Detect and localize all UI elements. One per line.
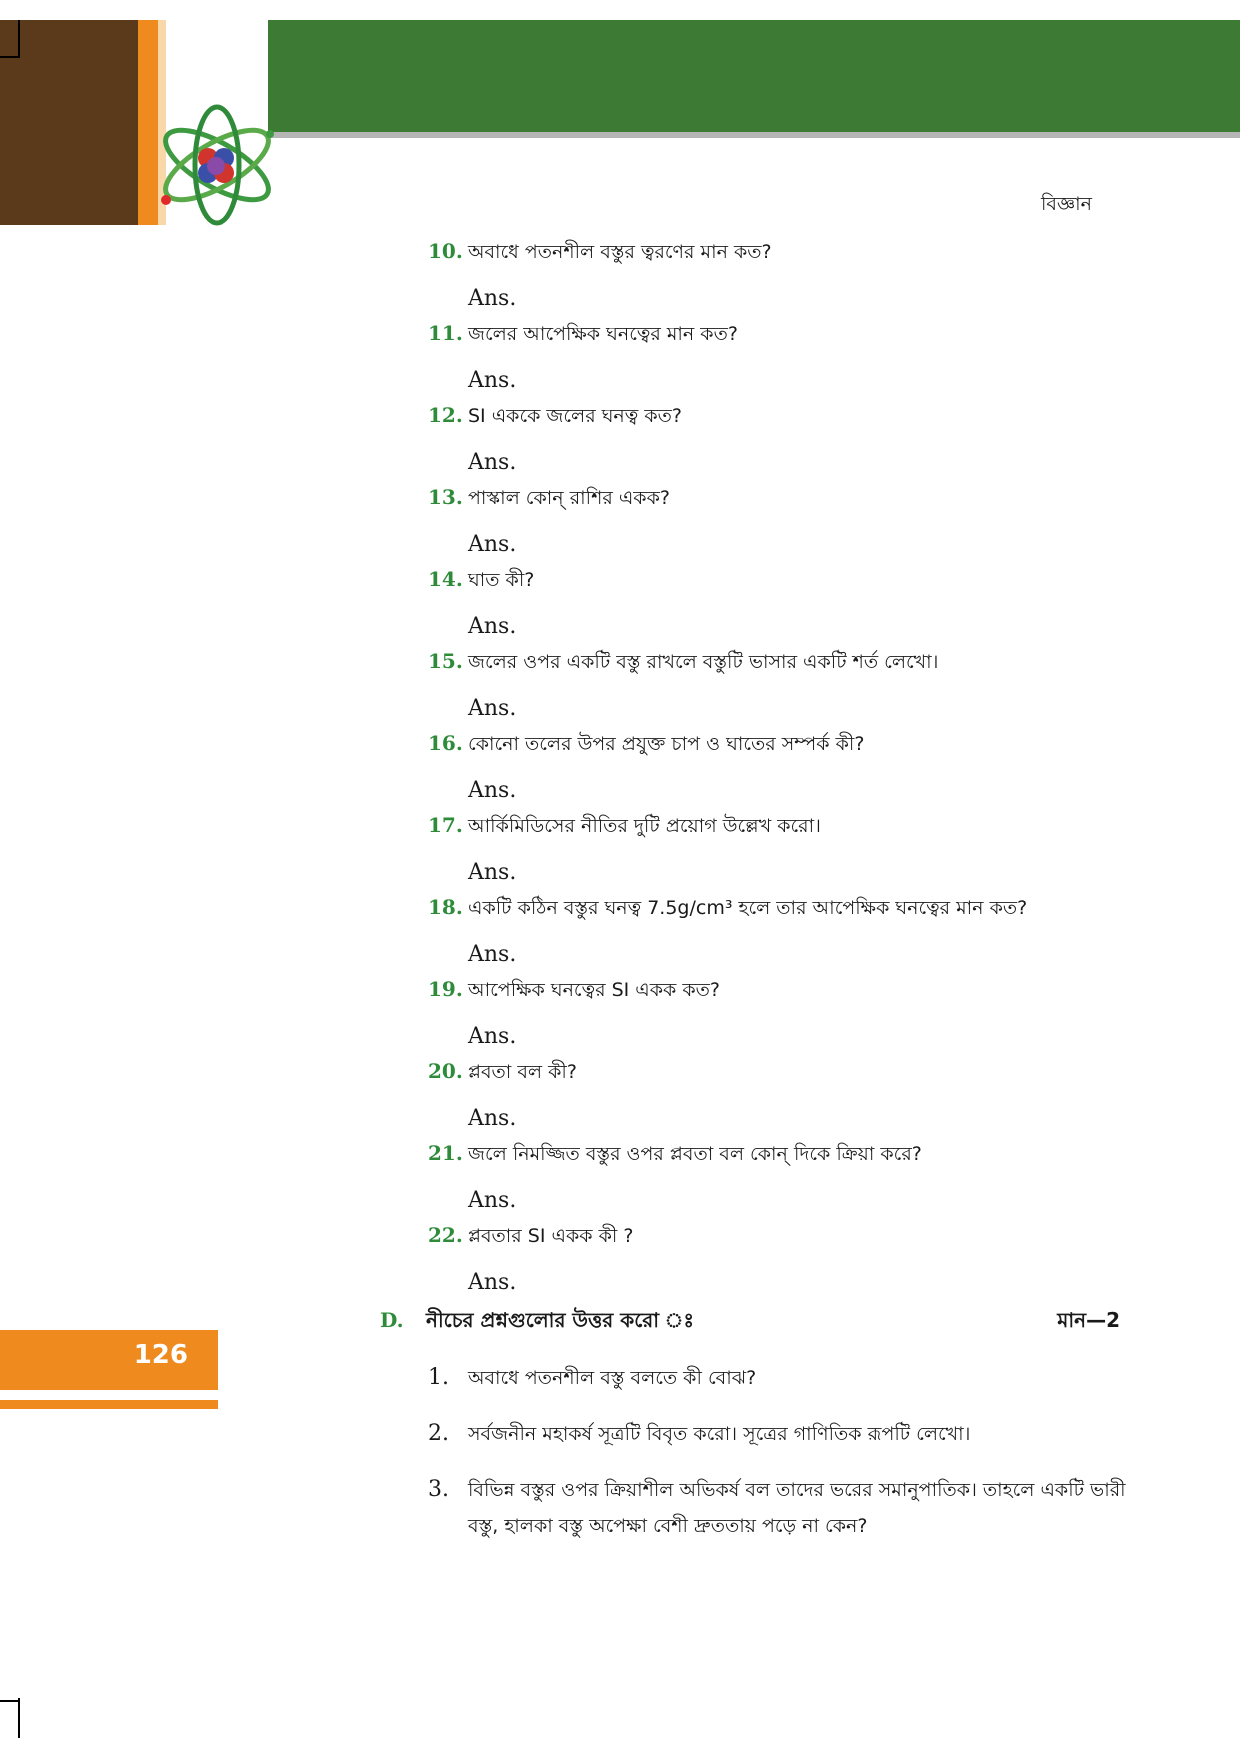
answer-label: Ans.: [468, 532, 517, 557]
answer-label: Ans.: [468, 1024, 517, 1049]
question-item: [428, 1140, 1128, 1222]
question-number: 20.: [428, 1059, 463, 1083]
question-item: [428, 730, 1128, 812]
question-number: 10.: [428, 239, 463, 263]
question-item: [428, 484, 1128, 566]
question-number: 13.: [428, 485, 463, 509]
item-number: 2.: [428, 1421, 449, 1446]
answer-label: Ans.: [468, 1188, 517, 1213]
question-text: কোনো তলের উপর প্রযুক্ত চাপ ও ঘাতের সম্পর্ক কী?: [468, 733, 865, 755]
crop-mark-bottom-left-h: [0, 1700, 18, 1702]
atom-icon: [152, 100, 282, 230]
answer-label: Ans.: [468, 1270, 517, 1295]
question-item: [428, 812, 1128, 894]
item-text: বিভিন্ন বস্তুর ওপর ক্রিয়াশীল অভিকর্ষ বল তাদের ভরের সমানুপাতিক। তাহলে একটি ভারী বস্তু, হালকা বস্তু অপেক্ষা বেশী দ্রুততায় পড়ে না কেন?: [468, 1479, 1126, 1537]
question-text: প্লবতার SI একক কী ?: [468, 1225, 634, 1247]
header-brown-block: [0, 20, 138, 225]
question-item: [428, 320, 1128, 402]
question-number: 21.: [428, 1141, 463, 1165]
section-marks: মান—2: [1057, 1308, 1120, 1332]
question-text: প্লবতা বল কী?: [468, 1061, 577, 1083]
subject-header: বিজ্ঞান: [1040, 193, 1092, 215]
question-item: [428, 1058, 1128, 1140]
question-text: আপেক্ষিক ঘনত্বের SI একক কত?: [468, 979, 720, 1001]
question-list: [428, 238, 1128, 1304]
answer-label: Ans.: [468, 1106, 517, 1131]
answer-label: Ans.: [468, 614, 517, 639]
question-number: 19.: [428, 977, 463, 1001]
item-number: 3.: [428, 1477, 449, 1502]
question-item: [428, 402, 1128, 484]
answer-label: Ans.: [468, 368, 517, 393]
section-letter: D.: [380, 1308, 404, 1332]
question-number: 15.: [428, 649, 463, 673]
question-text: ঘাত কী?: [468, 569, 535, 591]
item-number: 1.: [428, 1365, 449, 1390]
question-number: 16.: [428, 731, 463, 755]
question-item: [428, 894, 1128, 976]
question-item: [428, 238, 1128, 320]
item-text: অবাধে পতনশীল বস্তু বলতে কী বোঝ?: [468, 1367, 757, 1389]
question-text: জলে নিমজ্জিত বস্তুর ওপর প্লবতা বল কোন্ দিকে ক্রিয়া করে?: [468, 1143, 922, 1165]
question-item: [428, 648, 1128, 730]
question-text: আর্কিমিডিসের নীতির দুটি প্রয়োগ উল্লেখ করো।: [468, 815, 821, 837]
answer-label: Ans.: [468, 942, 517, 967]
section-d-item: [428, 1416, 1128, 1452]
question-text: SI এককে জলের ঘনত্ব কত?: [468, 405, 682, 427]
section-d-heading: [380, 1306, 1120, 1339]
crop-mark-bottom-left: [18, 1698, 20, 1738]
page-number-tab: [0, 1330, 218, 1390]
answer-label: Ans.: [468, 860, 517, 885]
answer-label: Ans.: [468, 696, 517, 721]
question-item: [428, 566, 1128, 648]
section-d-item: [428, 1360, 1128, 1396]
question-number: 14.: [428, 567, 463, 591]
question-item: [428, 1222, 1128, 1304]
question-text: জলের ওপর একটি বস্তু রাখলে বস্তুটি ভাসার একটি শর্ত লেখো।: [468, 651, 939, 673]
question-item: [428, 976, 1128, 1058]
question-number: 18.: [428, 895, 463, 919]
question-number: 11.: [428, 321, 463, 345]
crop-mark-top-left-h: [0, 56, 18, 58]
question-number: 17.: [428, 813, 463, 837]
page-number: 126: [133, 1340, 188, 1370]
header-grey-rule: [268, 132, 1240, 138]
question-number: 22.: [428, 1223, 463, 1247]
question-text: পাস্কাল কোন্ রাশির একক?: [468, 487, 670, 509]
page-tab-underline: [0, 1400, 218, 1409]
section-title: নীচের প্রশ্নগুলোর উত্তর করো ঃ: [426, 1308, 695, 1332]
question-text: জলের আপেক্ষিক ঘনত্বের মান কত?: [468, 323, 738, 345]
header-green-banner: [268, 20, 1240, 132]
question-text: অবাধে পতনশীল বস্তুর ত্বরণের মান কত?: [468, 241, 772, 263]
answer-label: Ans.: [468, 286, 517, 311]
answer-label: Ans.: [468, 778, 517, 803]
section-d-list: [428, 1360, 1128, 1564]
item-text: সর্বজনীন মহাকর্ষ সূত্রটি বিবৃত করো। সূত্রের গাণিতিক রূপটি লেখো।: [468, 1423, 971, 1445]
question-number: 12.: [428, 403, 463, 427]
crop-mark-top-left: [18, 20, 20, 58]
section-d-item: [428, 1472, 1128, 1544]
question-text: একটি কঠিন বস্তুর ঘনত্ব 7.5g/cm³ হলে তার আপেক্ষিক ঘনত্বের মান কত?: [468, 897, 1028, 919]
answer-label: Ans.: [468, 450, 517, 475]
